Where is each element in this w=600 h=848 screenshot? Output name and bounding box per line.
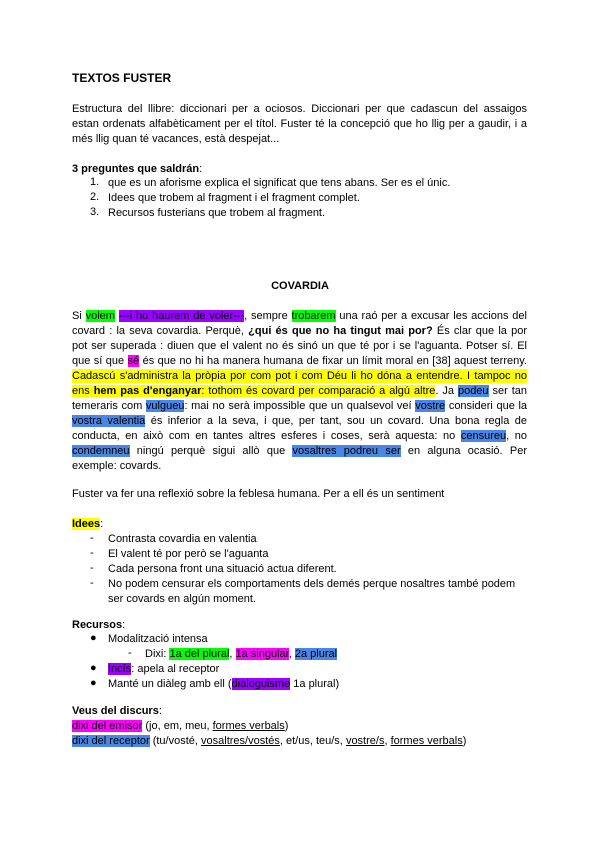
veus-line-2: dixi del receptor (tu/vosté, vosaltres/vostés, et/us, teu/s, vostre/s, formes verbals) [72, 735, 467, 747]
question-2: Idees que trobem al fragment i el fragment complet. [108, 192, 360, 204]
para-line-7: temeraris com vulgueu: mai no serà impossible que un qualsevol veí vostre consideri que la [72, 400, 528, 412]
recurs-3: Manté un diàleg amb ell (dialoguisme 1a plural) [108, 678, 340, 690]
questions-heading: 3 preguntes que saldrán: [72, 163, 203, 175]
question-3: Recursos fusterians que trobem al fragment. [108, 207, 326, 219]
page-title: TEXTOS FUSTER [72, 71, 172, 85]
idea-2: El valent té por però se l'aguanta [108, 548, 269, 560]
idea-4-continuation: ser covards en algún moment. [108, 593, 256, 605]
para-line-1: Si volem ---i ho haurem de voler---, sempre trobarem una raó per a excusar les accions del [72, 310, 527, 322]
para-line-4: que sí que sé és que no hi ha manera humana de fixar un límit moral en [38] aquest terreny. [72, 355, 527, 367]
para-line-9: conducta, en això com en tantes altres esferes i coses, serà aquesta: no censureu, no [72, 430, 527, 442]
dixi-dash: - [128, 647, 132, 659]
intro-line-2: estan ordenats alfabèticament per el títol. Fuster té la concepció que ho llig per a gaudir, i a [72, 118, 527, 130]
idea-3-dash: - [90, 562, 94, 574]
recursos-heading: Recursos: [72, 619, 126, 631]
para-line-2: covard : la seva covardia. Perquè, ¿qui és que no ha tingut mai por? És clar que la por [72, 325, 527, 337]
idea-4-dash: - [90, 577, 94, 589]
bullet-icon: ● [90, 662, 97, 674]
section-title: COVARDIA [271, 280, 329, 292]
recurs-2: Incís: apela al receptor [108, 663, 220, 675]
bullet-icon: ● [90, 677, 97, 689]
para-line-10: condemneu ningú perquè sigui allò que vosaltres podreu ser en alguna ocasió. Per [72, 445, 527, 457]
bullet-icon: ● [90, 632, 97, 644]
idees-heading: Idees: [72, 518, 104, 530]
idea-1: Contrasta covardia en valentia [108, 533, 257, 545]
reflection: Fuster va fer una reflexió sobre la feblesa humana. Per a ell és un sentiment [72, 488, 445, 500]
veus-heading: Veus del discurs: [72, 705, 162, 717]
recurs-1: Modalització intensa [108, 633, 208, 645]
para-line-11: exemple: covards. [72, 460, 162, 472]
question-2-number: 2. [90, 191, 100, 203]
idea-2-dash: - [90, 547, 94, 559]
question-3-number: 3. [90, 206, 100, 218]
intro-line-3: més llig quan té vacances, està despejat... [72, 133, 280, 145]
question-1-number: 1. [90, 176, 100, 188]
idea-1-dash: - [90, 532, 94, 544]
intro-line-1: Estructura del llibre: diccionari per a ociosos. Diccionari per que cadascun del assaigos [72, 103, 527, 115]
idea-3: Cada persona front una situació actua diferent. [108, 563, 337, 575]
idea-4: No podem censurar els comportaments dels demés perque nosaltres també podem [108, 578, 516, 590]
para-line-8: vostra valentia és inferior a la seva, i que, per tant, sou un covard. Una bona regla de [72, 415, 527, 427]
para-line-3: pot ser superada : diuen que el valent no és sinó un que té por i se l'aguanta. Potser sí. El [72, 340, 527, 352]
veus-line-1: dixi del emisor (jo, em, meu, formes verbals) [72, 720, 289, 732]
dixi-line: Dixi: 1a del plural, 1a singular, 2a plural [145, 648, 338, 660]
para-line-5: Cadascú s'administra la pròpia por com pot i com Déu li ho dóna a entendre. I tampoc no [72, 370, 527, 382]
question-1: que es un aforisme explica el significat que tens abans. Ser es el únic. [108, 177, 451, 189]
para-line-6: ens hem pas d'enganyar: tothom és covard per comparació a algú altre. Ja podeu ser tan [72, 385, 528, 397]
